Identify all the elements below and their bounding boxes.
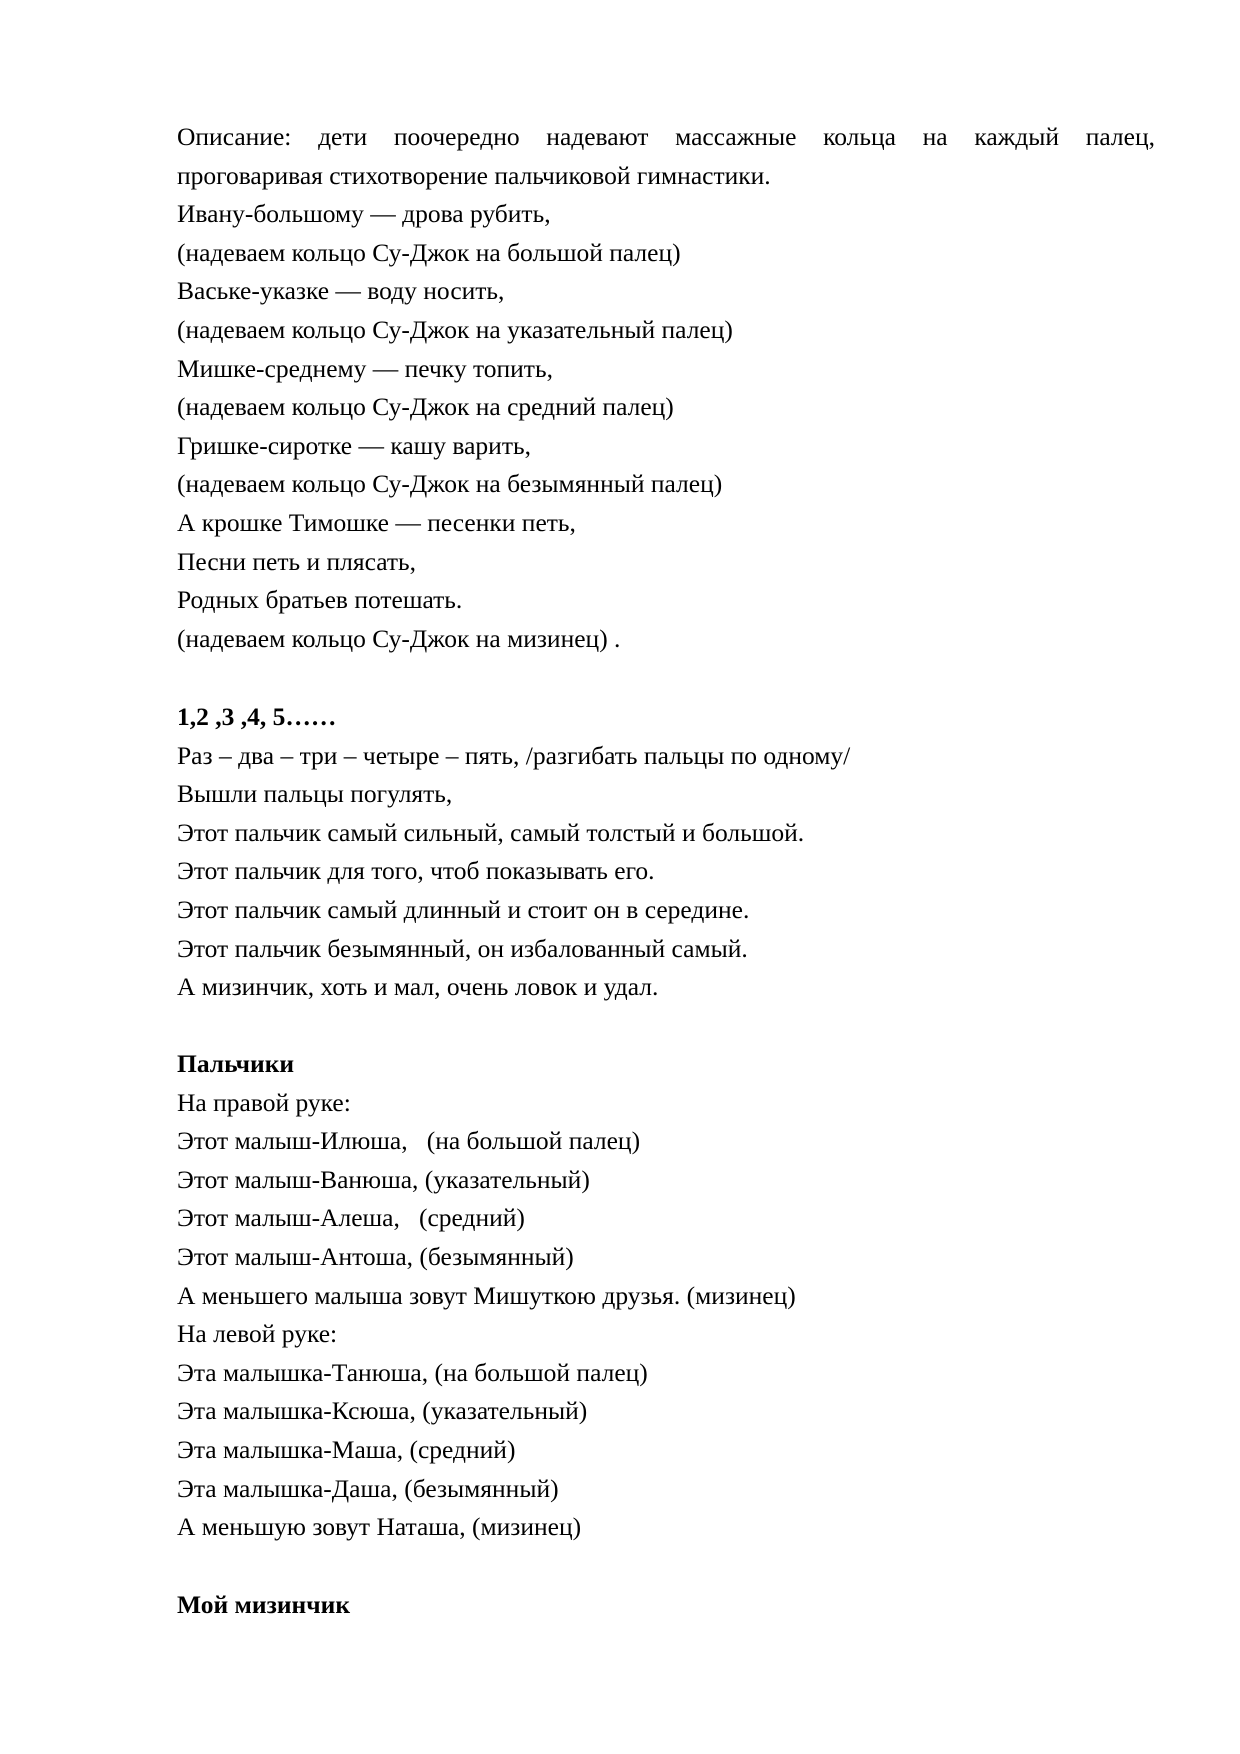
instruction-line: (надеваем кольцо Су-Джок на мизинец) . — [177, 623, 621, 653]
count-section — [177, 698, 1155, 1007]
verse-line: А меньшего малыша зовут Мишуткою друзья. (мизинец) — [177, 1280, 796, 1310]
description-line: Описание: дети поочередно надевают массажные кольца на каждый палец, — [177, 122, 1155, 151]
verse-line: Этот пальчик самый сильный, самый толстый и большой. — [177, 817, 805, 847]
subheading-line: На левой руке: — [177, 1319, 338, 1349]
verse-line: Ивану-большому — дрова рубить, — [177, 199, 551, 229]
description-line: проговаривая стихотворение пальчиковой гимнастики. — [177, 160, 771, 190]
verse-line: Эта малышка-Танюша, (на большой палец) — [177, 1357, 648, 1387]
instruction-line: (надеваем кольцо Су-Джок на средний палец) — [177, 392, 674, 422]
fingers-section — [177, 1045, 1155, 1547]
verse-line: А меньшую зовут Наташа, (мизинец) — [177, 1512, 582, 1542]
verse-line: Песни петь и плясать, — [177, 546, 417, 576]
verse-line: А крошке Тимошке — песенки петь, — [177, 507, 576, 537]
verse-line: Этот малыш-Илюша, (на большой палец) — [177, 1126, 641, 1156]
instruction-line: (надеваем кольцо Су-Джок на указательный палец) — [177, 314, 733, 344]
verse-line: Родных братьев потешать. — [177, 585, 463, 615]
last-section — [177, 1586, 1155, 1625]
intro-section — [177, 118, 1155, 658]
section-title: Мой мизинчик — [177, 1590, 351, 1619]
verse-line: Эта малышка-Даша, (безымянный) — [177, 1473, 559, 1503]
verse-line: Этот пальчик самый длинный и стоит он в середине. — [177, 894, 750, 924]
verse-line: Этот малыш-Алеша, (средний) — [177, 1203, 525, 1233]
verse-line: Вышли пальцы погулять, — [177, 779, 453, 809]
verse-line: Этот малыш-Ванюша, (указательный) — [177, 1164, 590, 1194]
section-title: 1,2 ,3 ,4, 5…… — [177, 702, 337, 731]
subheading-line: На правой руке: — [177, 1087, 351, 1117]
verse-line: Гришке-сиротке — кашу варить, — [177, 430, 531, 460]
verse-line: Этот малыш-Антоша, (безымянный) — [177, 1241, 574, 1271]
verse-line: А мизинчик, хоть и мал, очень ловок и удал. — [177, 972, 659, 1002]
verse-line: Мишке-среднему — печку топить, — [177, 353, 553, 383]
section-title: Пальчики — [177, 1049, 295, 1078]
verse-line: Раз – два – три – четыре – пять, /разгибать пальцы по одному/ — [177, 740, 851, 770]
instruction-line: (надеваем кольцо Су-Джок на безымянный палец) — [177, 469, 723, 499]
verse-line: Этот пальчик безымянный, он избалованный самый. — [177, 933, 748, 963]
verse-line: Эта малышка-Ксюша, (указательный) — [177, 1396, 588, 1426]
verse-line: Этот пальчик для того, чтоб показывать его. — [177, 856, 655, 886]
verse-line: Ваське-указке — воду носить, — [177, 276, 505, 306]
verse-line: Эта малышка-Маша, (средний) — [177, 1434, 516, 1464]
instruction-line: (надеваем кольцо Су-Джок на большой палец) — [177, 237, 681, 267]
